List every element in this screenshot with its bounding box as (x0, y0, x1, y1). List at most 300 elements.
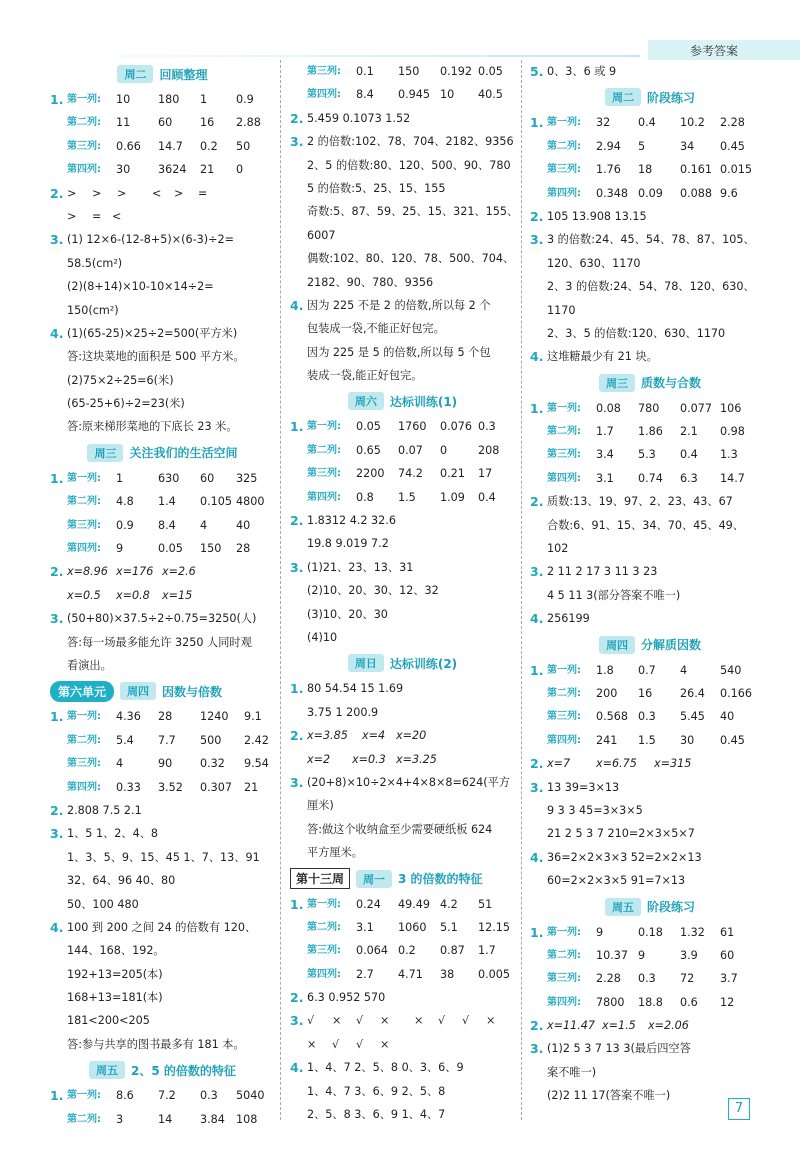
value: 1 (116, 471, 124, 485)
value: 0.07 (398, 443, 423, 457)
section-header (50, 439, 275, 467)
answer-row (50, 111, 275, 134)
question-block (290, 893, 515, 1127)
question-block (530, 60, 770, 83)
answer-row (50, 415, 275, 438)
answer-row (50, 275, 275, 298)
value: 1.09 (440, 490, 465, 504)
value: 9 (638, 948, 646, 962)
value: 1.5 (638, 733, 656, 747)
value: × (380, 1014, 390, 1028)
answer-row (290, 509, 515, 532)
answer-row (530, 135, 770, 158)
answer-text: 奇数:5、87、59、25、15、321、155、 (307, 205, 519, 219)
answer-text: (50+80)×37.5÷2÷0.75=3250(人) (67, 612, 257, 626)
answer-row (50, 776, 275, 799)
row-label: 第二列: (547, 949, 581, 961)
value: 4 (200, 518, 208, 532)
answer-text: 质数:13、19、97、2、23、43、67 (547, 495, 733, 509)
value: 0.24 (356, 897, 381, 911)
answer-row (290, 341, 515, 364)
value: 0.064 (356, 944, 389, 958)
question-block (50, 88, 275, 439)
value: 11 (116, 116, 131, 130)
question-number: 2. (530, 494, 544, 510)
answer-row (290, 1103, 515, 1126)
answer-text: (2)(8+14)×10-10×14÷2= (67, 280, 214, 294)
value: 150 (398, 65, 420, 78)
answer-row (290, 986, 515, 1009)
value: 0.192 (440, 65, 473, 78)
value: x=0.5 (67, 588, 101, 602)
answer-row (530, 252, 770, 275)
answer-row (290, 200, 519, 223)
question-number: 3. (50, 611, 64, 627)
question-number: 1. (50, 1088, 64, 1104)
value: 0.166 (720, 686, 753, 700)
question-number: 3. (290, 1013, 304, 1029)
answer-row (290, 794, 515, 817)
question-number: 2. (50, 185, 64, 201)
value: 150 (200, 542, 222, 556)
answer-text: 80 54.54 15 1.69 (307, 682, 404, 696)
value: 8.4 (356, 88, 374, 102)
section-header (530, 893, 770, 921)
row-label: 第四列: (547, 996, 581, 1008)
row-label: 第四列: (547, 734, 581, 746)
answer-row (50, 182, 275, 205)
question-number: 3. (530, 232, 544, 248)
week-number-box: 第十三周 (290, 868, 350, 889)
section-title: 回顾整理 (159, 67, 208, 82)
answer-row (530, 514, 770, 537)
value: 0.1 (356, 65, 374, 78)
value: 0.66 (116, 139, 141, 153)
row-label: 第三列: (547, 449, 581, 461)
section-title: 2、5 的倍数的特征 (131, 1063, 236, 1078)
question-block (530, 397, 770, 631)
row-label: 第三列: (547, 973, 581, 985)
value: 2.94 (596, 139, 621, 153)
section-header (50, 677, 275, 705)
row-label: 第四列: (547, 187, 581, 199)
value: x=3.85 (307, 729, 348, 743)
value: 0.4 (638, 116, 656, 130)
value: 0.33 (116, 780, 141, 794)
section-header (50, 1056, 275, 1084)
value: 0.9 (236, 93, 254, 106)
value: 0.98 (720, 425, 745, 439)
row-label: 第一列: (67, 1090, 101, 1102)
question-number: 3. (530, 1041, 544, 1057)
section-title: 达标训练(2) (389, 656, 458, 671)
answer-row (530, 822, 770, 845)
answer-row (290, 83, 515, 106)
question-number: 2. (50, 802, 64, 818)
answer-text: 答:这块菜地的面积是 500 平方米。 (67, 350, 245, 364)
answer-text: 看演出。 (67, 658, 112, 672)
answer-row (530, 752, 770, 775)
value: 30 (116, 163, 131, 177)
value: x=11.47 (547, 1019, 596, 1033)
answer-row (290, 415, 515, 438)
answer-row (530, 659, 770, 682)
answer-text: 1.8312 4.2 32.6 (307, 514, 396, 528)
value: 17 (478, 467, 493, 481)
answer-row (530, 158, 770, 181)
value: x=2.6 (162, 565, 196, 579)
value: x=2.06 (648, 1019, 689, 1033)
value: 2.7 (356, 967, 374, 981)
answer-row (50, 490, 275, 513)
answer-row (530, 467, 770, 490)
value: 108 (236, 1112, 258, 1126)
week-tag: 周二 (117, 65, 153, 83)
answer-text: (65-25+6)÷2=23(米) (67, 397, 185, 411)
answer-row (530, 846, 770, 869)
value: 1060 (398, 920, 427, 934)
value: 60 (720, 948, 735, 962)
answer-row (50, 392, 275, 415)
value: > (174, 186, 184, 200)
section-title: 3 的倍数的特征 (398, 872, 483, 886)
answer-text: 0、3、6 或 9 (547, 65, 617, 78)
value: 18.8 (638, 995, 663, 1009)
value: 14 (158, 1112, 173, 1126)
answer-row (290, 1056, 515, 1079)
row-label: 第四列: (307, 968, 341, 980)
value: 0.8 (356, 490, 374, 504)
question-block (290, 60, 519, 387)
value: 0.3 (638, 972, 656, 986)
answer-text: 这堆糖最少有 21 块。 (547, 350, 658, 364)
answer-text: 2、5 的倍数:80、120、500、90、780 (307, 158, 511, 172)
value: 6.3 (680, 471, 698, 485)
value: > (117, 186, 127, 200)
value: √ (356, 1014, 364, 1028)
value: 3.52 (158, 780, 183, 794)
answer-row (290, 603, 515, 626)
value: 2.28 (596, 972, 621, 986)
answer-row (530, 345, 770, 368)
value: 0.105 (200, 495, 233, 509)
value: 14.7 (158, 139, 183, 153)
row-label: 第三列: (307, 945, 341, 957)
value: 5040 (236, 1089, 265, 1103)
question-number: 4. (530, 849, 544, 865)
answer-text: 50、100 480 (67, 897, 139, 911)
answer-row (530, 490, 770, 513)
value: 0.4 (680, 448, 698, 462)
value: < (112, 209, 122, 223)
value: 2.1 (680, 425, 698, 439)
question-number: 1. (530, 400, 544, 416)
row-label: 第三列: (307, 468, 341, 480)
value: = (92, 209, 102, 223)
value: 4 (680, 663, 688, 677)
question-number: 1. (50, 709, 64, 725)
answer-row (50, 1084, 275, 1107)
section-header (530, 631, 770, 659)
section-header (290, 865, 515, 893)
answer-row (290, 60, 515, 83)
row-label: 第一列: (547, 402, 581, 414)
value: 0.7 (638, 663, 656, 677)
value: 10 (440, 88, 455, 102)
value: 8.6 (116, 1089, 134, 1103)
value: 72 (680, 972, 695, 986)
answer-row (50, 1108, 275, 1131)
answer-text: 102 (547, 542, 569, 556)
value: 2.42 (244, 733, 269, 747)
value: 1.5 (398, 490, 416, 504)
answer-row (290, 626, 515, 649)
answer-text: 19.8 9.019 7.2 (307, 537, 389, 551)
question-number: 1. (530, 115, 544, 131)
answer-row (530, 799, 770, 822)
value: 630 (158, 471, 180, 485)
value: 0.08 (596, 401, 621, 415)
question-block (50, 705, 275, 1056)
value: 0.6 (680, 995, 698, 1009)
value: 0.87 (440, 944, 465, 958)
row-label: 第四列: (547, 472, 581, 484)
answer-row (50, 752, 275, 775)
answer-row (530, 228, 770, 251)
week-tag: 周三 (87, 444, 123, 462)
section-title: 质数与合数 (640, 376, 701, 391)
row-label: 第三列: (67, 140, 101, 152)
answer-row (50, 705, 275, 728)
value: 50 (236, 139, 251, 153)
answer-row (290, 247, 515, 270)
value: 0.32 (200, 757, 225, 771)
answer-text: 合数:6、91、15、34、70、45、49、 (547, 518, 744, 532)
value: 60 (200, 471, 215, 485)
answer-text: 答:做这个收纳盒至少需要硬纸板 624 (307, 822, 493, 836)
value: 180 (158, 93, 180, 106)
answer-text: (2)2 11 17(答案不唯一) (547, 1089, 671, 1103)
question-number: 3. (530, 779, 544, 795)
value: 3 (116, 1112, 124, 1126)
value: 1.4 (158, 495, 176, 509)
value: x=8.96 (67, 565, 108, 579)
answer-text: 9 3 3 45=3×3×5 (547, 803, 643, 817)
value: 28 (158, 710, 173, 724)
answer-text: (2)75×2÷25=6(米) (67, 373, 174, 387)
question-number: 4. (530, 611, 544, 627)
answer-text: 144、168、192。 (67, 944, 165, 958)
answer-row (290, 916, 515, 939)
question-number: 1. (50, 92, 64, 107)
value: 0 (440, 443, 448, 457)
answer-row (50, 467, 275, 490)
value: 0.05 (478, 65, 503, 78)
answer-row (530, 991, 770, 1014)
value: 12.15 (478, 920, 511, 934)
row-label: 第三列: (307, 66, 341, 77)
question-number: 2. (530, 1018, 544, 1034)
question-number: 2. (290, 513, 304, 529)
answer-row (290, 177, 515, 200)
row-label: 第一列: (307, 421, 341, 433)
answer-row (530, 776, 770, 799)
value: 7.7 (158, 733, 176, 747)
answer-row (50, 799, 275, 822)
answer-row (530, 967, 770, 990)
value: 40 (720, 710, 735, 724)
value: 325 (236, 471, 258, 485)
question-number: 5. (530, 64, 544, 79)
answer-text: (1)(65-25)×25÷2=500(平方米) (67, 326, 238, 340)
answer-text: 答:原来梯形菜地的下底长 23 米。 (67, 420, 238, 434)
value: 9.54 (244, 757, 269, 771)
answer-row (530, 1037, 770, 1060)
value: 500 (200, 733, 222, 747)
value: 1.32 (680, 925, 705, 939)
week-tag: 周四 (120, 682, 156, 700)
answer-text: 32、64、96 40、80 (67, 874, 176, 888)
value: 5.45 (680, 710, 705, 724)
row-label: 第二列: (547, 687, 581, 699)
answer-row (530, 420, 770, 443)
question-number: 2. (530, 208, 544, 224)
answer-row (290, 486, 515, 509)
value: 0.077 (680, 401, 713, 415)
answer-row (50, 345, 275, 368)
value: 26.4 (680, 686, 705, 700)
value: 90 (158, 757, 173, 771)
answer-text: 答:参与共享的图书最多有 181 本。 (67, 1037, 245, 1051)
answer-text: (4)10 (307, 630, 338, 644)
value: 34 (680, 139, 695, 153)
question-block (530, 111, 770, 368)
answer-text: 192+13=205(本) (67, 967, 163, 981)
value: 5.4 (116, 733, 134, 747)
value: 51 (478, 897, 493, 911)
answer-row (50, 158, 275, 181)
answer-row (530, 182, 770, 205)
column-divider (521, 60, 522, 1120)
value: 0.348 (596, 186, 629, 200)
row-label: 第二列: (307, 921, 341, 933)
row-label: 第二列: (67, 496, 101, 508)
value: x=1.5 (602, 1019, 636, 1033)
row-label: 第三列: (547, 711, 581, 723)
question-block (290, 677, 515, 864)
answer-text: 13 39=3×13 (547, 780, 620, 794)
row-label: 第二列: (67, 117, 101, 129)
week-tag: 周日 (348, 654, 384, 672)
answer-row (290, 271, 515, 294)
value: 0.05 (356, 420, 381, 434)
answer-text: 36=2×2×3×3 52=2×2×13 (547, 850, 702, 864)
row-label: 第一列: (67, 472, 101, 484)
value: 61 (720, 925, 735, 939)
answer-text: (20+8)×10÷2×4+4×8×8=624(平方 (307, 775, 510, 789)
answer-row (50, 514, 275, 537)
answer-text: 厘米) (307, 799, 334, 813)
question-number: 1. (530, 924, 544, 940)
answer-row (530, 443, 770, 466)
question-number: 1. (290, 419, 304, 435)
value: 5.1 (440, 920, 458, 934)
answer-text: (1)21、23、13、31 (307, 560, 414, 574)
week-tag: 周四 (599, 636, 635, 654)
row-label: 第二列: (547, 426, 581, 438)
answer-row (530, 1061, 770, 1084)
value: 3.84 (200, 1112, 225, 1126)
value: 106 (720, 401, 742, 415)
answer-text: 2 11 2 17 3 11 3 23 (547, 565, 658, 579)
value: 0.9 (116, 518, 134, 532)
value: 1 (200, 93, 208, 106)
answer-row (50, 205, 275, 228)
header-rule (40, 55, 640, 57)
value: x=2 (307, 752, 331, 766)
value: 0.3 (200, 1089, 218, 1103)
value: 49.49 (398, 897, 431, 911)
value: 0.4 (478, 490, 496, 504)
value: 3.7 (720, 972, 738, 986)
answer-row (290, 107, 515, 130)
question-number: 2. (290, 728, 304, 744)
answer-row (290, 939, 515, 962)
value: 780 (638, 401, 660, 415)
value: x=6.75 (596, 757, 637, 771)
value: 0.2 (200, 139, 218, 153)
value: 3.1 (596, 471, 614, 485)
value: 2.28 (720, 116, 745, 130)
value: 1760 (398, 420, 427, 434)
answer-row (50, 322, 275, 345)
answer-row (50, 299, 275, 322)
row-label: 第一列: (67, 711, 101, 723)
question-number: 1. (530, 662, 544, 678)
answer-text: 120、630、1170 (547, 256, 641, 270)
answer-text: 1170 (547, 303, 576, 317)
question-block (530, 921, 770, 1108)
question-number: 4. (50, 325, 64, 341)
question-number: 2. (290, 990, 304, 1006)
answer-text: 256199 (547, 612, 590, 626)
value: 1.76 (596, 163, 621, 177)
answer-row (50, 1009, 275, 1032)
answer-text: 平方厘米。 (307, 846, 363, 860)
value: 9.6 (720, 186, 738, 200)
answer-row (530, 275, 770, 298)
value: 0.3 (478, 420, 496, 434)
row-label: 第一列: (67, 94, 101, 105)
answer-text: 答:每一场最多能允许 3250 人同时观 (67, 635, 252, 649)
answer-row (290, 963, 515, 986)
value: 3624 (158, 163, 187, 177)
value: x=15 (162, 588, 193, 602)
value: x=3.25 (396, 752, 437, 766)
answer-row (50, 369, 275, 392)
value: x=0.8 (116, 588, 150, 602)
answer-row (530, 705, 770, 728)
answer-text: 2 的倍数:102、78、704、2182、9356 (307, 135, 514, 149)
value: 0.568 (596, 710, 629, 724)
answer-row (290, 818, 515, 841)
value: 0.74 (638, 471, 663, 485)
answer-row (290, 893, 515, 916)
answer-text: 5.459 0.1073 1.52 (307, 111, 411, 125)
answer-row (290, 1033, 515, 1056)
answer-text: 案不唯一) (547, 1065, 597, 1079)
answer-text: (2)10、20、30、12、32 (307, 584, 439, 598)
